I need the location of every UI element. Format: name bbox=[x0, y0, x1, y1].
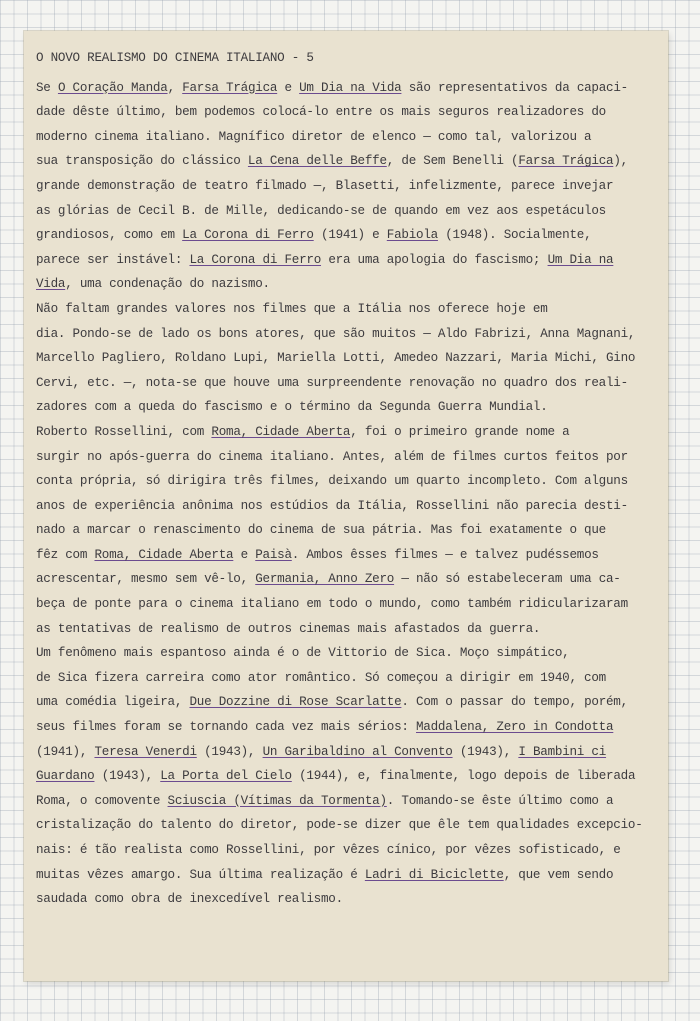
text-lines bbox=[36, 76, 652, 912]
text-run: ), bbox=[613, 154, 628, 169]
text-line bbox=[36, 76, 652, 101]
underlined-title: Teresa Venerdi bbox=[94, 744, 197, 759]
text-run: zadores com a queda do fascismo e o término da Segunda Guerra Mundial. bbox=[36, 400, 548, 415]
text-run: de Sica fizera carreira como ator romântico. Só começou a dirigir em 1940, com bbox=[36, 670, 606, 685]
underlined-title: I Bambini ci bbox=[518, 744, 607, 759]
text-run: Um fenômeno mais espantoso ainda é o de Vittorio de Sica. Moço simpático, bbox=[36, 646, 570, 661]
text-line bbox=[36, 199, 652, 224]
text-run: Roberto Rossellini, com bbox=[36, 424, 212, 439]
text-run: e bbox=[277, 80, 300, 95]
text-line bbox=[36, 272, 652, 297]
text-line bbox=[36, 641, 652, 666]
text-line bbox=[36, 149, 652, 174]
text-run: as glórias de Cecil B. de Mille, dedicando-se de quando em vez aos espetáculos bbox=[36, 203, 606, 218]
text-line bbox=[36, 469, 652, 494]
text-line bbox=[36, 666, 652, 691]
text-line bbox=[36, 838, 652, 863]
text-run: grande demonstração de teatro filmado —, Blasetti, infelizmente, parece invejar bbox=[36, 178, 614, 193]
underlined-title: Farsa Trágica bbox=[182, 80, 278, 95]
text-run: , bbox=[167, 80, 183, 95]
text-run: fêz com bbox=[36, 547, 95, 562]
page-number: 5 bbox=[306, 51, 314, 65]
text-line bbox=[36, 174, 652, 199]
text-line bbox=[36, 715, 652, 740]
text-line bbox=[36, 420, 652, 445]
text-run: são representativos da capaci- bbox=[401, 80, 628, 95]
text-line bbox=[36, 100, 652, 125]
text-run: (1944), e, finalmente, logo depois de liberada bbox=[291, 769, 636, 784]
text-run: as tentativas de realismo de outros cinemas mais afastados da guerra. bbox=[36, 621, 541, 636]
text-run: era uma apologia do fascismo; bbox=[321, 252, 548, 267]
text-line bbox=[36, 592, 652, 617]
underlined-title: Farsa Trágica bbox=[518, 154, 614, 169]
text-line bbox=[36, 445, 652, 470]
text-line bbox=[36, 764, 652, 789]
underlined-title: La Corona di Ferro bbox=[182, 228, 314, 243]
underlined-title: O Coração Manda bbox=[57, 80, 168, 95]
text-run: — não só estabeleceram uma ca- bbox=[394, 572, 621, 587]
text-run: (1941) e bbox=[313, 228, 387, 243]
text-line bbox=[36, 813, 652, 838]
text-run: acrescentar, mesmo sem vê-lo, bbox=[36, 572, 256, 587]
text-line bbox=[36, 248, 652, 273]
text-line bbox=[36, 346, 652, 371]
text-run: surgir no após-guerra do cinema italiano. Antes, além de filmes curtos feitos por bbox=[36, 449, 628, 464]
header-title: O NOVO REALISMO DO CINEMA ITALIANO bbox=[36, 51, 285, 65]
underlined-title: Due Dozzine di Rose Scarlatte bbox=[189, 695, 402, 710]
text-run: saudada como obra de inexcedível realismo. bbox=[36, 892, 343, 907]
text-run: muitas vêzes amargo. Sua última realização é bbox=[36, 867, 365, 882]
underlined-title: Um Dia na bbox=[547, 252, 614, 267]
underlined-title: Roma, Cidade Aberta bbox=[211, 424, 351, 439]
text-line bbox=[36, 518, 652, 543]
text-run: Se bbox=[36, 80, 58, 95]
text-run: , foi o primeiro grande nome a bbox=[350, 424, 570, 439]
text-run: grandiosos, como em bbox=[36, 228, 183, 243]
text-line bbox=[36, 395, 652, 420]
text-run: cristalização do talento do diretor, pode-se dizer que êle tem qualidades excepcio- bbox=[36, 818, 643, 833]
text-line bbox=[36, 223, 652, 248]
text-run: Cervi, etc. —, nota-se que houve uma surpreendente renovação no quadro dos reali- bbox=[36, 375, 628, 390]
underlined-title: La Corona di Ferro bbox=[189, 252, 322, 267]
text-run: seus filmes foram se tornando cada vez mais sérios: bbox=[36, 720, 416, 735]
underlined-title: Guardano bbox=[36, 769, 95, 784]
text-line bbox=[36, 863, 652, 888]
underlined-title: Maddalena, Zero in Condotta bbox=[416, 720, 614, 735]
text-run: uma comédia ligeira, bbox=[36, 695, 190, 710]
page-body bbox=[36, 46, 652, 912]
text-run: (1943), bbox=[196, 744, 263, 759]
underlined-title: La Porta del Cielo bbox=[160, 769, 292, 784]
text-line bbox=[36, 297, 652, 322]
text-run: (1943), bbox=[94, 769, 161, 784]
text-run: (1943), bbox=[452, 744, 519, 759]
text-run: beça de ponte para o cinema italiano em todo o mundo, como também ridicularizaram bbox=[36, 597, 628, 612]
text-line bbox=[36, 322, 652, 347]
underlined-title: Un Garibaldino al Convento bbox=[262, 744, 453, 759]
text-run: . Tomando-se êste último como a bbox=[386, 793, 614, 808]
text-run: nado a marcar o renascimento do cinema de sua pátria. Mas foi exatamente o que bbox=[36, 523, 606, 538]
text-run: , de Sem Benelli ( bbox=[386, 154, 519, 169]
text-run: (1948). Socialmente, bbox=[437, 228, 592, 243]
text-run: Roma, o comovente bbox=[36, 793, 168, 808]
text-run: (1941), bbox=[36, 744, 95, 759]
text-run: e bbox=[233, 547, 256, 562]
text-line bbox=[36, 789, 652, 814]
underlined-title: Roma, Cidade Aberta bbox=[94, 547, 234, 562]
text-run: anos de experiência anônima nos estúdios da Itália, Rossellini não parecia desti- bbox=[36, 498, 628, 513]
text-line bbox=[36, 567, 652, 592]
text-line bbox=[36, 617, 652, 642]
text-run: , que vem sendo bbox=[503, 867, 614, 882]
page-header: O NOVO REALISMO DO CINEMA ITALIANO - 5 bbox=[36, 51, 314, 65]
underlined-title: La Cena delle Beffe bbox=[247, 154, 387, 169]
underlined-title: Germania, Anno Zero bbox=[255, 572, 395, 587]
text-run: . Ambos êsses filmes — e talvez pudéssemos bbox=[291, 547, 599, 562]
text-run: dia. Pondo-se de lado os bons atores, que são muitos — Aldo Fabrizi, Anna Magnani, bbox=[36, 326, 636, 341]
text-run: Não faltam grandes valores nos filmes que a Itália nos oferece hoje em bbox=[36, 301, 548, 316]
text-line bbox=[36, 494, 652, 519]
underlined-title: Fabiola bbox=[386, 228, 438, 243]
text-run: Marcello Pagliero, Roldano Lupi, Mariella Lotti, Amedeo Nazzari, Maria Michi, Gino bbox=[36, 351, 636, 366]
text-line bbox=[36, 740, 652, 765]
underlined-title: Sciuscia (Vítimas da Tormenta) bbox=[167, 793, 387, 808]
text-line bbox=[36, 125, 652, 150]
text-line bbox=[36, 690, 652, 715]
text-run: moderno cinema italiano. Magnífico diretor de elenco — como tal, valorizou a bbox=[36, 129, 592, 144]
text-run: , uma condenação do nazismo. bbox=[65, 277, 270, 292]
underlined-title: Um Dia na Vida bbox=[299, 80, 402, 95]
underlined-title: Ladri di Biciclette bbox=[364, 867, 504, 882]
text-run: . Com o passar do tempo, porém, bbox=[401, 695, 628, 710]
underlined-title: Vida bbox=[36, 277, 66, 292]
text-run: nais: é tão realista como Rossellini, por vêzes cínico, por vêzes sofisticado, e bbox=[36, 843, 621, 857]
text-line bbox=[36, 543, 652, 568]
text-line bbox=[36, 371, 652, 396]
underlined-title: Paisà bbox=[255, 547, 292, 562]
text-run: parece ser instável: bbox=[36, 252, 190, 267]
text-run: conta própria, só dirigira três filmes, deixando um quarto incompleto. Com alguns bbox=[36, 474, 628, 489]
text-run: sua transposição do clássico bbox=[36, 154, 248, 169]
text-run: dade dêste último, bem podemos colocá-lo entre os mais seguros realizadores do bbox=[36, 105, 606, 120]
text-line bbox=[36, 887, 652, 912]
